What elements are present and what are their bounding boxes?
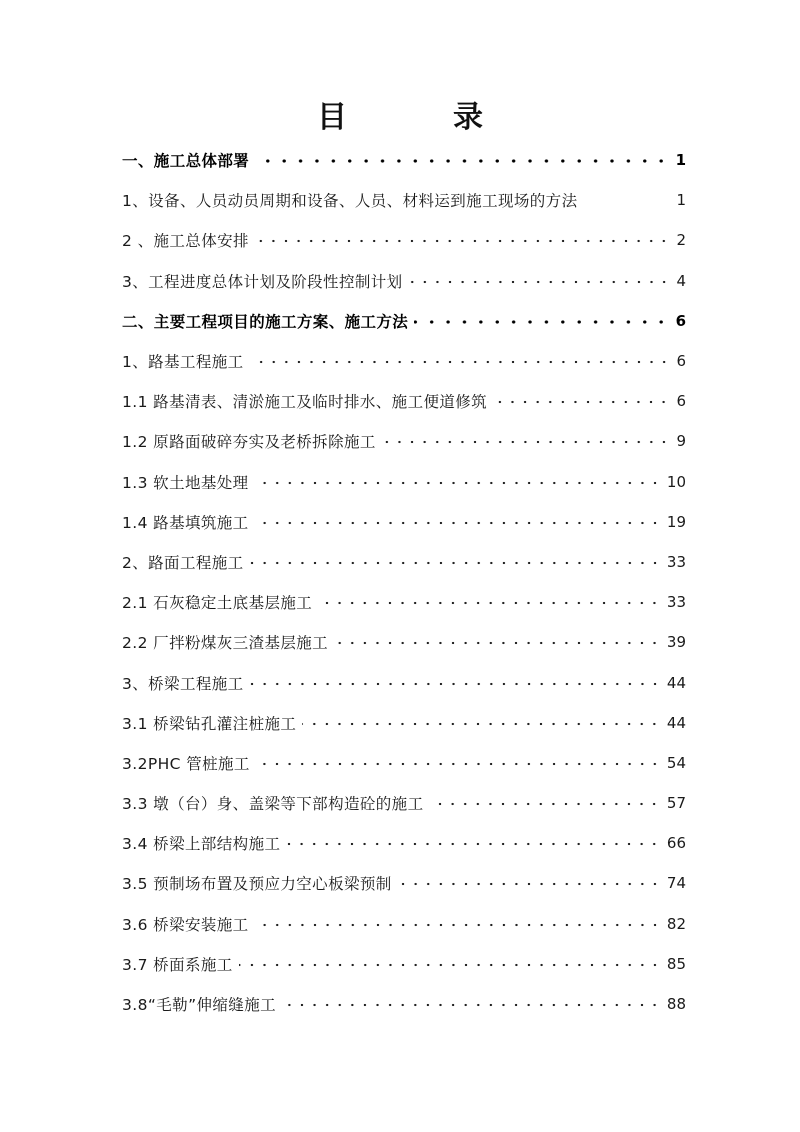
toc-entry[interactable] [122, 341, 686, 381]
toc-entry-text: 2、路面工程施工 [122, 551, 248, 573]
toc-page-number: 39 [663, 633, 686, 651]
dot-leader [282, 997, 661, 1013]
toc-entry[interactable] [122, 502, 686, 542]
dot-leader [255, 475, 661, 491]
toc-entry-text: 3.2PHC 管桩施工 [122, 752, 254, 774]
toc-entry-text: 3.7 桥面系施工 [122, 953, 237, 975]
toc-page-number: 33 [663, 553, 686, 571]
toc-entry-text: 2.2 厂拌粉煤灰三渣基层施工 [122, 631, 332, 653]
dot-leader [250, 354, 670, 370]
toc-page-number: 66 [663, 834, 686, 852]
dot-leader [239, 957, 661, 973]
toc-entry[interactable] [122, 140, 686, 180]
dot-leader [256, 756, 661, 772]
toc-page-number: 9 [672, 432, 686, 450]
toc-entry-text: 1.3 软土地基处理 [122, 471, 253, 493]
toc-entry-text: 3.8“毛勒”伸缩缝施工 [122, 993, 280, 1015]
toc-page-number: 74 [663, 874, 686, 892]
toc-entry-text: 3.1 桥梁钻孔灌注桩施工 [122, 712, 300, 734]
toc-page-number: 10 [663, 473, 686, 491]
dot-leader [255, 233, 670, 249]
toc-entry-text: 3、工程进度总体计划及阶段性控制计划 [122, 270, 407, 292]
dot-leader [302, 716, 661, 732]
toc-entry-text: 1.2 原路面破碎夯实及老桥拆除施工 [122, 430, 380, 452]
toc-entry[interactable] [122, 220, 686, 260]
toc-entry[interactable] [122, 984, 686, 1024]
toc-entry[interactable] [122, 662, 686, 702]
dot-leader [286, 836, 661, 852]
toc-page-number: 85 [663, 955, 686, 973]
toc-entry-text: 2.1 石灰稳定土底基层施工 [122, 591, 316, 613]
dot-leader [409, 274, 670, 290]
toc-page-number: 1 [672, 191, 686, 209]
toc-entry-text: 2 、施工总体安排 [122, 229, 253, 251]
toc-entry[interactable] [122, 703, 686, 743]
dot-leader [318, 595, 661, 611]
toc-page-number: 6 [672, 352, 686, 370]
toc-entry[interactable] [122, 301, 686, 341]
toc-entry[interactable] [122, 462, 686, 502]
toc-page-number: 6 [672, 312, 686, 330]
toc-page-number: 19 [663, 513, 686, 531]
toc-page-number: 44 [663, 674, 686, 692]
dot-leader [255, 153, 669, 169]
toc-entry[interactable] [122, 944, 686, 984]
toc-page-number: 82 [663, 915, 686, 933]
toc-page-number: 2 [672, 231, 686, 249]
toc-page-number: 57 [663, 794, 686, 812]
toc-entry[interactable] [122, 582, 686, 622]
toc-entry[interactable] [122, 823, 686, 863]
toc-entry[interactable] [122, 180, 686, 220]
toc-entry-text: 1.4 路基填筑施工 [122, 511, 253, 533]
toc-entry[interactable] [122, 542, 686, 582]
toc-page-number: 6 [672, 392, 686, 410]
toc-title: 目 录 [317, 100, 521, 135]
dot-leader [255, 515, 661, 531]
dot-leader [382, 434, 670, 450]
dot-leader [414, 314, 669, 330]
toc-page-number: 4 [672, 272, 686, 290]
dot-leader [255, 917, 661, 933]
toc-page-number: 88 [663, 995, 686, 1013]
toc-entry-text: 3、桥梁工程施工 [122, 672, 248, 694]
toc-entry[interactable] [122, 904, 686, 944]
toc-entry[interactable] [122, 261, 686, 301]
toc-page-number: 54 [663, 754, 686, 772]
toc-page-number: 44 [663, 714, 686, 732]
dot-leader [334, 635, 661, 651]
toc-entry[interactable] [122, 622, 686, 662]
dot-leader [583, 193, 670, 209]
toc-entry-text: 二、主要工程项目的施工方案、施工方法 [122, 310, 412, 332]
toc-entry-text: 1.1 路基清表、清淤施工及临时排水、施工便道修筑 [122, 390, 491, 412]
dot-leader [398, 876, 661, 892]
toc-entry[interactable] [122, 743, 686, 783]
toc-entry-text: 3.5 预制场布置及预应力空心板梁预制 [122, 872, 396, 894]
toc-page-number: 33 [663, 593, 686, 611]
toc-entry[interactable] [122, 381, 686, 421]
toc-entry[interactable] [122, 863, 686, 903]
toc-entry-text: 1、路基工程施工 [122, 350, 248, 372]
toc-entry-text: 3.3 墩（台）身、盖梁等下部构造砼的施工 [122, 792, 427, 814]
toc-entry-text: 3.6 桥梁安装施工 [122, 913, 253, 935]
toc-entry-text: 1、设备、人员动员周期和设备、人员、材料运到施工现场的方法 [122, 189, 581, 211]
toc-page-number: 1 [672, 151, 686, 169]
toc-entry-text: 3.4 桥梁上部结构施工 [122, 832, 284, 854]
dot-leader [250, 676, 661, 692]
dot-leader [250, 555, 661, 571]
toc-entry-text: 一、施工总体部署 [122, 149, 253, 171]
table-of-contents [122, 140, 686, 1024]
dot-leader [493, 394, 670, 410]
toc-entry[interactable] [122, 421, 686, 461]
toc-entry[interactable] [122, 783, 686, 823]
dot-leader [429, 796, 660, 812]
